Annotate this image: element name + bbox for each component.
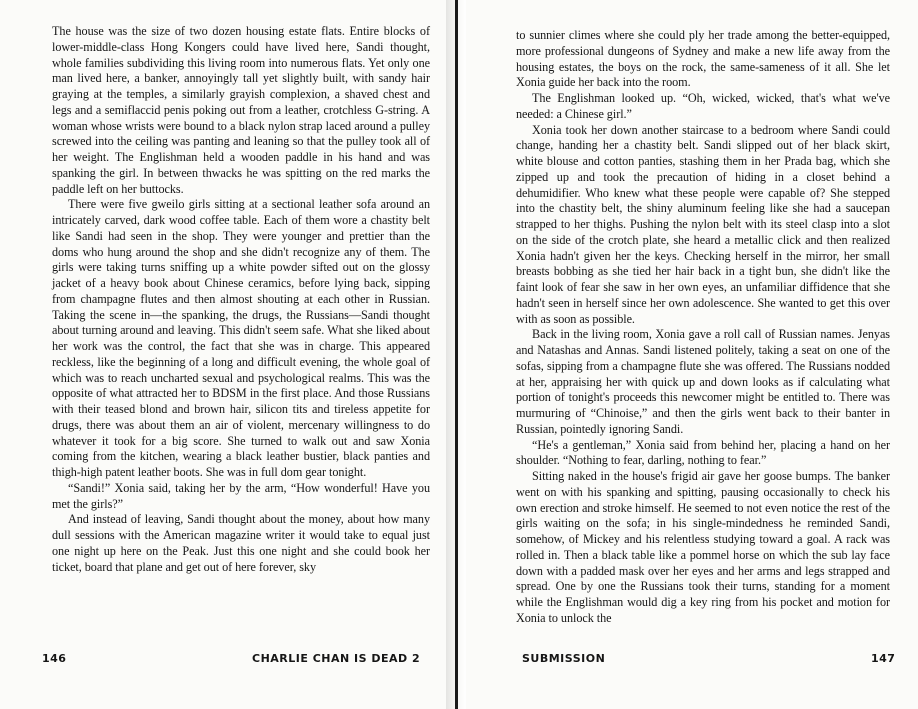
paragraph: “He's a gentleman,” Xonia said from behind her, placing a hand on her shoulder. “Nothing to fear, darling, nothing to fear.”: [516, 437, 890, 468]
running-head: CHARLIE CHAN IS DEAD 2: [252, 652, 421, 665]
page-number: 147: [871, 652, 896, 665]
right-page: [466, 0, 918, 709]
book-spine-divider: [455, 0, 458, 709]
left-page: [0, 0, 446, 709]
paragraph: Sitting naked in the house's frigid air gave her goose bumps. The banker went on with his spanking and spitting, pausing occasionally to check his own erection and stroke himself. He seemed to not even notice the rest of the girls waiting on the sofa; in his single-mindedness he reminded Sandi, somehow, of Mickey and his relentless studying toward a goal. A rack was rolled in. Then a black table like a pommel horse on which the sub lay face down with a padded mask over her eyes and her arms and legs strapped and spread. One by one the Russians took their turns, standing for a moment while the Englishman would dig a key ring from his pocket and motion for Xonia to unlock the: [516, 469, 890, 625]
paragraph: The Englishman looked up. “Oh, wicked, wicked, that's what we've needed: a Chinese girl.”: [516, 91, 890, 121]
paragraph: Back in the living room, Xonia gave a roll call of Russian names. Jenyas and Natashas and Annas. Sandi listened politely, taking a seat on one of the sofas, sipping from a champagne flute she was offered. The Russians nodded at her, appraising her with quick up and down looks as if calculating what portion of tonight's proceeds this newcomer might be entitled to. There was murmuring of “Chinoise,” and then the girls went back to their banter in Russian, pointedly ignoring Sandi.: [516, 327, 890, 436]
paragraph: There were five gweilo girls sitting at a sectional leather sofa around an intricately carved, dark wood coffee table. Each of them wore a chastity belt like Sandi had seen in the shop. They were younger and prettier than the doms who hung around the shop and she didn't recognize any of them. The girls were taking turns sniffing up a white powder sifted out on the glossy jacket of a heavy book about Chinese ceramics, before lying back, sipping from champagne flutes and then almost shouting at each other in Russian. Taking the scene in—the spanking, the drugs, the Russians—Sandi thought about turning around and leaving. This didn't seem safe. What she liked about her work was the control, the fact that she was in charge. This appeared reckless, like the beginning of a long and difficult evening, the whole goal of which was to reach uncharted sexual and psychological realms. This was the opposite of what attracted her to BDSM in the first place. And those Russians with their teased blond and brown hair, silicon tits and tireless appetite for drugs, there was about them an air of violent, mercenary willingness to do whatever it took for a big score. She turned to walk out and saw Xonia coming from the kitchen, wearing a black leather bustier, black panties and thigh-high patent leather boots. She was in full dom gear tonight.: [52, 197, 430, 479]
paragraph: The house was the size of two dozen housing estate flats. Entire blocks of lower-middle-class Hong Kongers could have lived here, Sandi thought, whole families subdividing this living room into numerous flats. Yet only one man lived here, a banker, annoyingly tall yet slightly built, with sandy hair graying at the temples, a similarly grayish complexion, a shaved chest and legs and a semiflaccid penis poking out from a leather, crotchless G-string. A woman whose wrists were bound to a black nylon strap laced around a pulley screwed into the ceiling was panting and leaning so that the pulley took all of her weight. The Englishman held a wooden paddle in his hand and was spanking the girl. In between thwacks he was spitting on the red marks the paddle left on her buttocks.: [52, 24, 430, 196]
page-number: 146: [42, 652, 67, 665]
paragraph: Xonia took her down another staircase to a bedroom where Sandi could change, handing her a chastity belt. Sandi slipped out of her black skirt, white blouse and cotton panties, stashing them in her Prada bag, which she zipped up and took the precaution of hiding in a closet behind a dehumidifier. Who knew what these people were capable of? She stepped into the chastity belt, the shiny aluminum feeling like she had a saucepan strapped to her thighs. Pushing the nylon belt with its steel clasp into a slot on the side of the crotch plate, she heard a metallic click and then realized Xonia hadn't given her the keys. Checking herself in the mirror, her small breasts bobbing as she tied her hair back in a tight bun, she didn't like the faint look of fear she saw in her own eyes, an unfamiliar diffidence that she hadn't seen in herself since her own adolescence. She wanted to get this over with as soon as possible.: [516, 122, 890, 326]
paragraph: And instead of leaving, Sandi thought about the money, about how many dull sessions with the American magazine writer it would take to equal just one night up here on the Peak. Just this one night and she could book her ticket, board that plane and get out of here forever, sky: [52, 512, 430, 574]
left-page-body: [52, 24, 430, 575]
running-head: SUBMISSION: [522, 652, 606, 665]
paragraph: to sunnier climes where she could ply her trade among the better-equipped, more professional dungeons of Sydney and make a new life away from the housing estates, the boys on the rock, the same-sameness of it all. She let Xonia guide her back into the room.: [516, 28, 890, 90]
right-page-body: [516, 28, 890, 627]
paragraph: “Sandi!” Xonia said, taking her by the arm, “How wonderful! Have you met the girls?”: [52, 480, 430, 511]
